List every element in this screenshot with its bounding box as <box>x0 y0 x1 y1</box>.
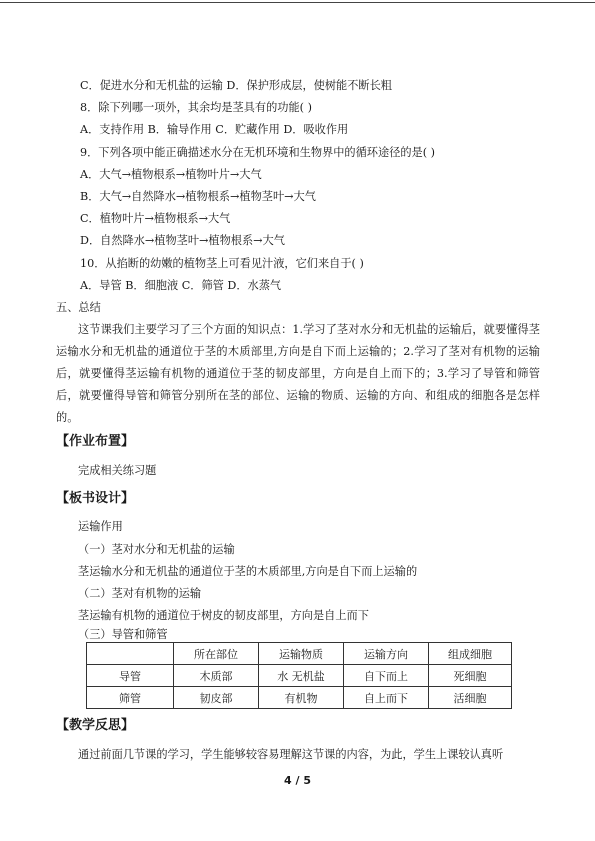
q10-options: A．导管 B．细胞液 C．筛管 D．水蒸气 <box>80 279 282 292</box>
board-subheading-1: （一）茎对水分和无机盐的运输 <box>78 543 235 556</box>
table-cell: 筛管 <box>87 687 174 709</box>
table-row <box>87 665 512 687</box>
board-title: 运输作用 <box>78 520 123 533</box>
table-row <box>87 687 512 709</box>
question-9: 9．下列各项中能正确描述水分在无机环境和生物界中的循环途径的是( ) <box>80 146 436 159</box>
reflection-heading: 【教学反思】 <box>56 718 135 733</box>
board-line-2: 茎运输有机物的通道位于树皮的韧皮部里，方向是自上而下 <box>78 609 369 622</box>
board-line-1: 茎运输水分和无机盐的通道位于茎的木质部里,方向是自下而上运输的 <box>78 565 418 578</box>
table-cell: 水 无机盐 <box>259 665 344 687</box>
table-header-cell: 所在部位 <box>174 643 259 665</box>
table-header-cell: 运输方向 <box>344 643 429 665</box>
q9-option-b: B．大气→自然降水→植物根系→植物茎叶→大气 <box>80 190 316 203</box>
table-cell: 死细胞 <box>429 665 512 687</box>
question-8: 8．除下列哪一项外，其余均是茎具有的功能( ) <box>80 101 312 114</box>
table-header-row <box>87 643 512 665</box>
header-rule <box>0 2 595 3</box>
table-cell: 活细胞 <box>429 687 512 709</box>
homework-text: 完成相关练习题 <box>78 464 157 477</box>
table-cell: 导管 <box>87 665 174 687</box>
page-number: 4 / 5 <box>284 774 311 787</box>
q9-option-a: A．大气→植物根系→植物叶片→大气 <box>80 168 262 181</box>
homework-heading: 【作业布置】 <box>56 434 135 449</box>
q7-options-cd: C．促进水分和无机盐的运输 D．保护形成层，使树能不断长粗 <box>80 79 392 92</box>
q9-option-d: D．自然降水→植物茎叶→植物根系→大气 <box>80 234 285 247</box>
question-10: 10．从掐断的幼嫩的植物茎上可看见汁液，它们来自于( ) <box>80 257 364 270</box>
reflection-text: 通过前面几节课的学习，学生能够较容易理解这节课的内容，为此，学生上课较认真听 <box>78 748 504 761</box>
summary-text: 这节课我们主要学习了三个方面的知识点：1.学习了茎对水分和无机盐的运输后，就要懂得茎运输水分和无机盐的通道位于茎的木质部里,方向是自下而上运输的；2.学习了茎对有机物的运输后，就要懂得茎运输有机物的通道位于茎的韧皮部里，方向是自上而下的；3.学习了导管和筛管后，就要懂得导管和筛管分别所在茎的部位、运输的物质、运输的方向、和组成的细胞各是怎样的。 <box>56 323 540 424</box>
board-subheading-2: （二）茎对有机物的运输 <box>78 587 202 600</box>
table-header-cell <box>87 643 174 665</box>
table-header-cell: 组成细胞 <box>429 643 512 665</box>
table-cell: 韧皮部 <box>174 687 259 709</box>
table-header-cell: 运输物质 <box>259 643 344 665</box>
table-cell: 自上而下 <box>344 687 429 709</box>
table-cell: 有机物 <box>259 687 344 709</box>
summary-heading: 五、总结 <box>56 301 101 314</box>
vessel-comparison-table <box>86 642 512 709</box>
q9-option-c: C．植物叶片→植物根系→大气 <box>80 212 231 225</box>
board-subheading-3: （三）导管和筛管 <box>78 628 168 641</box>
table-cell: 自下而上 <box>344 665 429 687</box>
board-heading: 【板书设计】 <box>56 491 135 506</box>
table-cell: 木质部 <box>174 665 259 687</box>
q8-options: A．支持作用 B．输导作用 C．贮藏作用 D．吸收作用 <box>80 123 349 136</box>
